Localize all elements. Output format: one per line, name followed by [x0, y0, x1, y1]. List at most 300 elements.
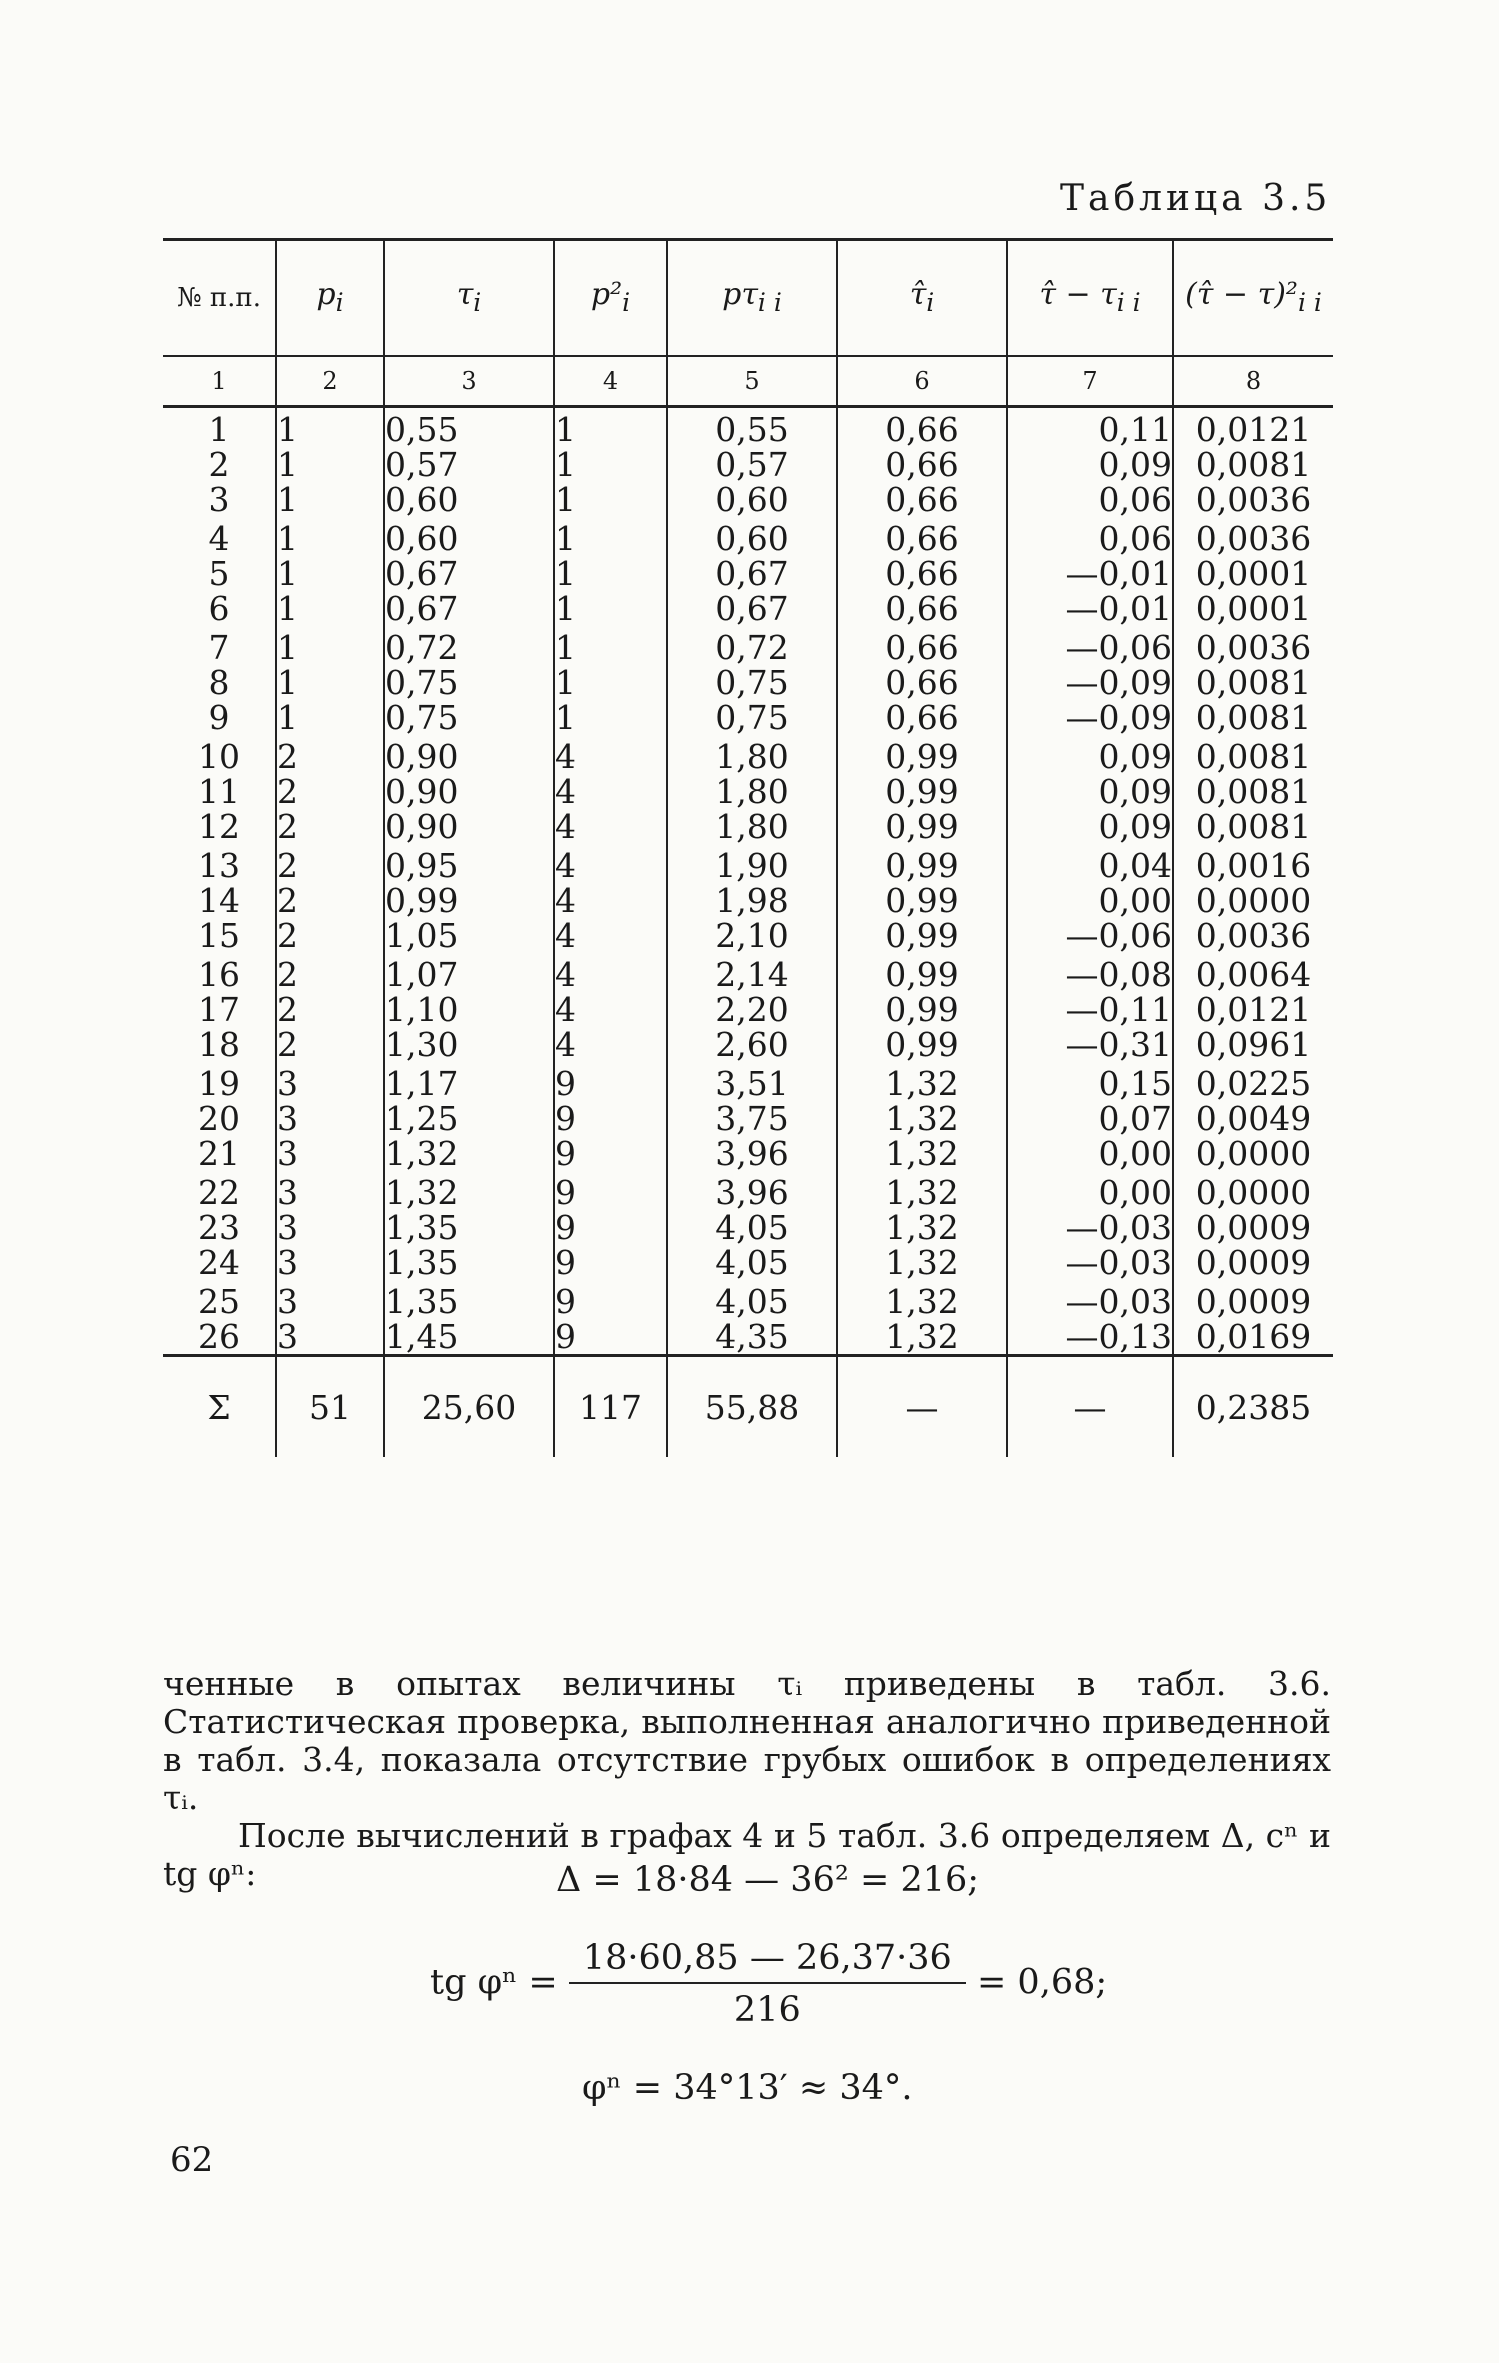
cell-value: 21	[198, 1134, 240, 1173]
cell-value: 0,99	[885, 772, 959, 811]
cell-value: 0,66	[885, 445, 959, 484]
table-cell	[276, 517, 384, 626]
column-number: 5	[667, 356, 837, 407]
cell-value: 3	[277, 1134, 298, 1173]
header-cell: № п.п.	[163, 240, 276, 357]
cell-value: 2	[277, 846, 298, 885]
cell-value: 0,99	[885, 990, 959, 1029]
cell-value: 3,96	[715, 1173, 789, 1212]
cell-value: 0,0121	[1195, 990, 1312, 1029]
table-cell	[837, 953, 1007, 1062]
table-cell	[837, 735, 1007, 844]
cell-value: 19	[198, 1064, 240, 1103]
table-cell	[384, 1171, 554, 1280]
cell-value: 1,80	[715, 737, 789, 776]
cell-value: 23	[198, 1208, 240, 1247]
cell-value: 2,60	[715, 1025, 789, 1064]
table-cell	[554, 844, 667, 953]
cell-value: 3,96	[715, 1134, 789, 1173]
table-cell	[276, 844, 384, 953]
table-cell	[837, 1062, 1007, 1171]
row-group	[163, 1062, 1333, 1171]
cell-value: 4	[555, 846, 576, 885]
table-cell	[163, 844, 276, 953]
cell-value: 0,72	[715, 628, 789, 667]
cell-value: 0,0169	[1195, 1317, 1312, 1356]
cell-value: —0,03	[1065, 1282, 1172, 1321]
cell-value: 3,75	[715, 1099, 789, 1138]
cell-value: 0,90	[385, 772, 459, 811]
cell-value: 1	[555, 410, 576, 449]
table-cell	[1007, 844, 1173, 953]
sum-cell: 51	[276, 1356, 384, 1458]
cell-value: 3	[277, 1064, 298, 1103]
cell-value: 1	[277, 480, 298, 519]
cell-value: 2,14	[715, 955, 789, 994]
cell-value: 0,99	[885, 916, 959, 955]
cell-value: 2	[277, 1025, 298, 1064]
cell-value: 0,0081	[1195, 772, 1312, 811]
table-cell	[384, 953, 554, 1062]
cell-value: 0,66	[885, 519, 959, 558]
cell-value: 0,0001	[1195, 589, 1312, 628]
cell-value: 3	[277, 1099, 298, 1138]
table-cell	[1173, 626, 1333, 735]
column-number: 6	[837, 356, 1007, 407]
cell-value: 12	[198, 807, 240, 846]
cell-value: 0,0000	[1195, 881, 1312, 920]
cell-value: 0,0081	[1195, 663, 1312, 702]
cell-value: 0,99	[885, 881, 959, 920]
row-group	[163, 626, 1333, 735]
cell-value: 26	[198, 1317, 240, 1356]
cell-value: 24	[198, 1243, 240, 1282]
table-cell	[163, 735, 276, 844]
cell-value: 0,67	[715, 589, 789, 628]
cell-value: 2	[277, 881, 298, 920]
cell-value: 16	[198, 955, 240, 994]
cell-value: 6	[208, 589, 230, 628]
header-cell: (τ̂ − $\tau)^2_{i i}$	[1173, 240, 1333, 357]
cell-value: 2,20	[715, 990, 789, 1029]
table-cell	[667, 1280, 837, 1356]
cell-value: 0,55	[715, 410, 789, 449]
table-cell	[276, 1062, 384, 1171]
table-cell	[1173, 1280, 1333, 1356]
sum-cell: 0,2385	[1173, 1356, 1333, 1458]
cell-value: —0,08	[1065, 955, 1172, 994]
cell-value: 1	[277, 663, 298, 702]
cell-value: 0,60	[715, 480, 789, 519]
cell-value: 1	[277, 519, 298, 558]
column-number: 4	[554, 356, 667, 407]
cell-value: 0,0081	[1195, 737, 1312, 776]
cell-value: —0,13	[1065, 1317, 1172, 1356]
cell-value: 3	[277, 1282, 298, 1321]
cell-value: —0,09	[1065, 698, 1172, 737]
table-cell	[163, 517, 276, 626]
table-cell	[276, 953, 384, 1062]
cell-value: 20	[198, 1099, 240, 1138]
cell-value: 9	[555, 1243, 576, 1282]
cell-value: 2	[277, 955, 298, 994]
cell-value: 0,90	[385, 807, 459, 846]
header-cell: $p^2_i$	[554, 240, 667, 357]
cell-value: 3	[277, 1173, 298, 1212]
table-cell	[554, 1280, 667, 1356]
cell-value: 10	[198, 737, 240, 776]
cell-value: —0,01	[1065, 589, 1172, 628]
table-body	[163, 407, 1333, 1356]
cell-value: 1	[277, 445, 298, 484]
cell-value: 1,35	[385, 1282, 459, 1321]
cell-value: 0,09	[1098, 772, 1172, 811]
cell-value: 3	[277, 1317, 298, 1356]
formula-phi: φⁿ = 34°13′ ≈ 34°.	[582, 2068, 913, 2108]
cell-value: 0,0961	[1195, 1025, 1312, 1064]
cell-value: 3,51	[715, 1064, 789, 1103]
cell-value: 9	[208, 698, 230, 737]
table-cell	[837, 407, 1007, 518]
cell-value: 0,04	[1098, 846, 1172, 885]
cell-value: 14	[198, 881, 240, 920]
table-cell	[667, 626, 837, 735]
table-cell	[384, 1280, 554, 1356]
table-cell	[276, 626, 384, 735]
cell-value: 0,06	[1098, 480, 1172, 519]
table-cell	[554, 953, 667, 1062]
column-number-row	[163, 356, 1333, 407]
formula-delta: Δ = 18·84 — 36² = 216;	[556, 1860, 980, 1900]
cell-value: 2	[277, 772, 298, 811]
cell-value: 1,80	[715, 772, 789, 811]
cell-value: 1	[277, 554, 298, 593]
formula-tg-rhs: = 0,68;	[976, 1962, 1108, 2003]
cell-value: 17	[198, 990, 240, 1029]
cell-value: 0,0064	[1195, 955, 1312, 994]
cell-value: 0,09	[1098, 445, 1172, 484]
cell-value: 0,99	[885, 807, 959, 846]
cell-value: 4	[555, 955, 576, 994]
cell-value: 1,80	[715, 807, 789, 846]
cell-value: 5	[208, 554, 230, 593]
fraction-denominator: 216	[733, 1990, 801, 2030]
cell-value: 1	[555, 628, 576, 667]
row-group	[163, 735, 1333, 844]
cell-value: 0,99	[385, 881, 459, 920]
cell-value: 1,30	[385, 1025, 459, 1064]
table-cell	[276, 1171, 384, 1280]
cell-value: 1,05	[385, 916, 459, 955]
cell-value: 0,0036	[1195, 519, 1312, 558]
cell-value: 2	[277, 990, 298, 1029]
table-cell	[384, 407, 554, 518]
table-cell	[667, 735, 837, 844]
cell-value: 4,35	[715, 1317, 789, 1356]
table-cell	[1007, 1280, 1173, 1356]
cell-value: 4	[555, 737, 576, 776]
cell-value: 0,90	[385, 737, 459, 776]
row-group	[163, 407, 1333, 518]
cell-value: 3	[208, 480, 230, 519]
cell-value: 2	[277, 737, 298, 776]
cell-value: 9	[555, 1317, 576, 1356]
cell-value: 1	[277, 698, 298, 737]
table-cell	[1173, 1171, 1333, 1280]
cell-value: 3	[277, 1243, 298, 1282]
table-cell	[554, 1171, 667, 1280]
cell-value: —0,06	[1065, 628, 1172, 667]
cell-value: 1	[208, 410, 230, 449]
cell-value: 0,15	[1098, 1064, 1172, 1103]
cell-value: 0,60	[715, 519, 789, 558]
cell-value: 0,67	[715, 554, 789, 593]
cell-value: 0,57	[385, 445, 459, 484]
cell-value: 9	[555, 1208, 576, 1247]
sum-cell: —	[837, 1356, 1007, 1458]
cell-value: 0,0081	[1195, 445, 1312, 484]
cell-value: 0,0225	[1195, 1064, 1312, 1103]
cell-value: 0,57	[715, 445, 789, 484]
cell-value: 0,67	[385, 589, 459, 628]
cell-value: 11	[198, 772, 240, 811]
cell-value: 0,06	[1098, 519, 1172, 558]
cell-value: 1	[277, 410, 298, 449]
cell-value: 25	[198, 1282, 240, 1321]
cell-value: 4,05	[715, 1282, 789, 1321]
cell-value: 1,32	[885, 1064, 959, 1103]
cell-value: 1,07	[385, 955, 459, 994]
table-cell	[1173, 1062, 1333, 1171]
cell-value: 0,75	[385, 698, 459, 737]
cell-value: 0,09	[1098, 807, 1172, 846]
cell-value: 1	[555, 519, 576, 558]
cell-value: 22	[198, 1173, 240, 1212]
fraction	[569, 1938, 966, 2030]
cell-value: 0,0049	[1195, 1099, 1312, 1138]
cell-value: 0,67	[385, 554, 459, 593]
cell-value: 0,0001	[1195, 554, 1312, 593]
cell-value: 1	[277, 628, 298, 667]
cell-value: 0,75	[715, 698, 789, 737]
cell-value: 0,00	[1098, 1134, 1172, 1173]
table-cell	[1173, 735, 1333, 844]
cell-value: 0,0036	[1195, 480, 1312, 519]
table-cell	[1007, 407, 1173, 518]
cell-value: 0,0000	[1195, 1134, 1312, 1173]
cell-value: 0,09	[1098, 737, 1172, 776]
table-cell	[163, 1062, 276, 1171]
cell-value: 1	[555, 445, 576, 484]
cell-value: 15	[198, 916, 240, 955]
cell-value: 1,45	[385, 1317, 459, 1356]
cell-value: 1	[555, 554, 576, 593]
table-cell	[384, 844, 554, 953]
cell-value: 9	[555, 1064, 576, 1103]
cell-value: 0,99	[885, 955, 959, 994]
header-cell: $\taû_i$	[837, 240, 1007, 357]
table-cell	[837, 844, 1007, 953]
table-cell	[1007, 735, 1173, 844]
cell-value: 1,25	[385, 1099, 459, 1138]
cell-value: 1,32	[885, 1243, 959, 1282]
body-text	[163, 1665, 1331, 1893]
table-cell	[837, 517, 1007, 626]
cell-value: 0,66	[885, 410, 959, 449]
table-cell	[667, 953, 837, 1062]
cell-value: 0,75	[385, 663, 459, 702]
cell-value: 0,66	[885, 628, 959, 667]
table-cell	[384, 735, 554, 844]
table-cell	[667, 407, 837, 518]
sum-cell: 117	[554, 1356, 667, 1458]
formula-tg	[430, 1938, 1107, 2030]
cell-value: 0,0081	[1195, 807, 1312, 846]
cell-value: 0,0016	[1195, 846, 1312, 885]
cell-value: 1,32	[385, 1134, 459, 1173]
cell-value: 1,10	[385, 990, 459, 1029]
cell-value: 1	[555, 663, 576, 702]
cell-value: 1,32	[885, 1282, 959, 1321]
cell-value: 0,66	[885, 554, 959, 593]
column-number: 7	[1007, 356, 1173, 407]
cell-value: 13	[198, 846, 240, 885]
cell-value: —0,03	[1065, 1243, 1172, 1282]
cell-value: 1,17	[385, 1064, 459, 1103]
table-cell	[837, 1280, 1007, 1356]
table-cell	[1007, 1171, 1173, 1280]
table-cell	[667, 1171, 837, 1280]
sum-cell: Σ	[163, 1356, 276, 1458]
table-cell	[554, 626, 667, 735]
cell-value: 7	[208, 628, 230, 667]
column-number: 2	[276, 356, 384, 407]
header-cell: $p_i$	[276, 240, 384, 357]
header-row	[163, 240, 1333, 357]
sum-cell: 55,88	[667, 1356, 837, 1458]
table-cell	[1007, 953, 1173, 1062]
cell-value: 3	[277, 1208, 298, 1247]
cell-value: 4	[555, 772, 576, 811]
cell-value: 0,66	[885, 480, 959, 519]
cell-value: 0,00	[1098, 1173, 1172, 1212]
row-group	[163, 517, 1333, 626]
cell-value: 0,0000	[1195, 1173, 1312, 1212]
cell-value: 0,07	[1098, 1099, 1172, 1138]
table-cell	[667, 517, 837, 626]
table-cell	[1173, 517, 1333, 626]
column-number: 8	[1173, 356, 1333, 407]
cell-value: 9	[555, 1173, 576, 1212]
paragraph: ченные в опытах величины τᵢ приведены в табл. 3.6. Статистическая проверка, выполненная аналогично приведенной в табл. 3.4, показала отсутствие грубых ошибок в определениях τᵢ.	[163, 1664, 1331, 1817]
cell-value: 4	[555, 990, 576, 1029]
cell-value: 0,0036	[1195, 916, 1312, 955]
cell-value: 4,05	[715, 1208, 789, 1247]
cell-value: 1,32	[885, 1099, 959, 1138]
column-number: 3	[384, 356, 554, 407]
table-cell	[1173, 953, 1333, 1062]
cell-value: 4	[555, 881, 576, 920]
table-cell	[163, 626, 276, 735]
cell-value: 2	[208, 445, 230, 484]
cell-value: 9	[555, 1282, 576, 1321]
cell-value: 2	[277, 916, 298, 955]
cell-value: 0,66	[885, 663, 959, 702]
sum-cell: —	[1007, 1356, 1173, 1458]
cell-value: —0,09	[1065, 663, 1172, 702]
header-cell: $\tau_i$	[384, 240, 554, 357]
header-cell: $p\tau_{i i}$	[667, 240, 837, 357]
table-cell	[554, 517, 667, 626]
cell-value: 0,0121	[1195, 410, 1312, 449]
cell-value: 9	[555, 1134, 576, 1173]
table-cell	[384, 1062, 554, 1171]
page-number: 62	[170, 2140, 214, 2180]
table-cell	[384, 517, 554, 626]
table-cell	[554, 407, 667, 518]
data-table	[163, 238, 1333, 1457]
cell-value: 1,32	[885, 1173, 959, 1212]
table-cell	[276, 407, 384, 518]
cell-value: 1,35	[385, 1243, 459, 1282]
table-cell	[163, 1280, 276, 1356]
cell-value: 0,00	[1098, 881, 1172, 920]
table-cell	[276, 735, 384, 844]
cell-value: —0,06	[1065, 916, 1172, 955]
cell-value: 2	[277, 807, 298, 846]
table-cell	[667, 1062, 837, 1171]
cell-value: 0,0009	[1195, 1243, 1312, 1282]
cell-value: 0,72	[385, 628, 459, 667]
cell-value: 2,10	[715, 916, 789, 955]
cell-value: 0,99	[885, 1025, 959, 1064]
cell-value: —0,11	[1065, 990, 1172, 1029]
cell-value: 1	[555, 589, 576, 628]
column-number: 1	[163, 356, 276, 407]
sum-row	[163, 1356, 1333, 1458]
cell-value: 9	[555, 1099, 576, 1138]
table-cell	[163, 1171, 276, 1280]
formula-tg-lhs: tg φⁿ =	[430, 1962, 558, 2003]
cell-value: 1	[555, 480, 576, 519]
cell-value: 1	[555, 698, 576, 737]
cell-value: 1,32	[885, 1208, 959, 1247]
cell-value: 1,32	[885, 1317, 959, 1356]
cell-value: 0,0009	[1195, 1208, 1312, 1247]
cell-value: 0,0009	[1195, 1282, 1312, 1321]
table-cell	[1173, 407, 1333, 518]
cell-value: 4	[555, 807, 576, 846]
sum-row-group	[163, 1356, 1333, 1458]
cell-value: 0,11	[1098, 410, 1172, 449]
cell-value: 1,32	[885, 1134, 959, 1173]
row-group	[163, 1280, 1333, 1356]
table-caption: Таблица 3.5	[1060, 178, 1332, 219]
cell-value: 0,60	[385, 519, 459, 558]
row-group	[163, 844, 1333, 953]
cell-value: —0,03	[1065, 1208, 1172, 1247]
table-cell	[837, 1171, 1007, 1280]
cell-value: 8	[208, 663, 230, 702]
fraction-numerator: 18·60,85 — 26,37·36	[569, 1938, 966, 1984]
cell-value: 1,90	[715, 846, 789, 885]
table-cell	[837, 626, 1007, 735]
cell-value: 0,99	[885, 737, 959, 776]
cell-value: 0,60	[385, 480, 459, 519]
cell-value: 1,98	[715, 881, 789, 920]
table-cell	[554, 1062, 667, 1171]
cell-value: —0,01	[1065, 554, 1172, 593]
